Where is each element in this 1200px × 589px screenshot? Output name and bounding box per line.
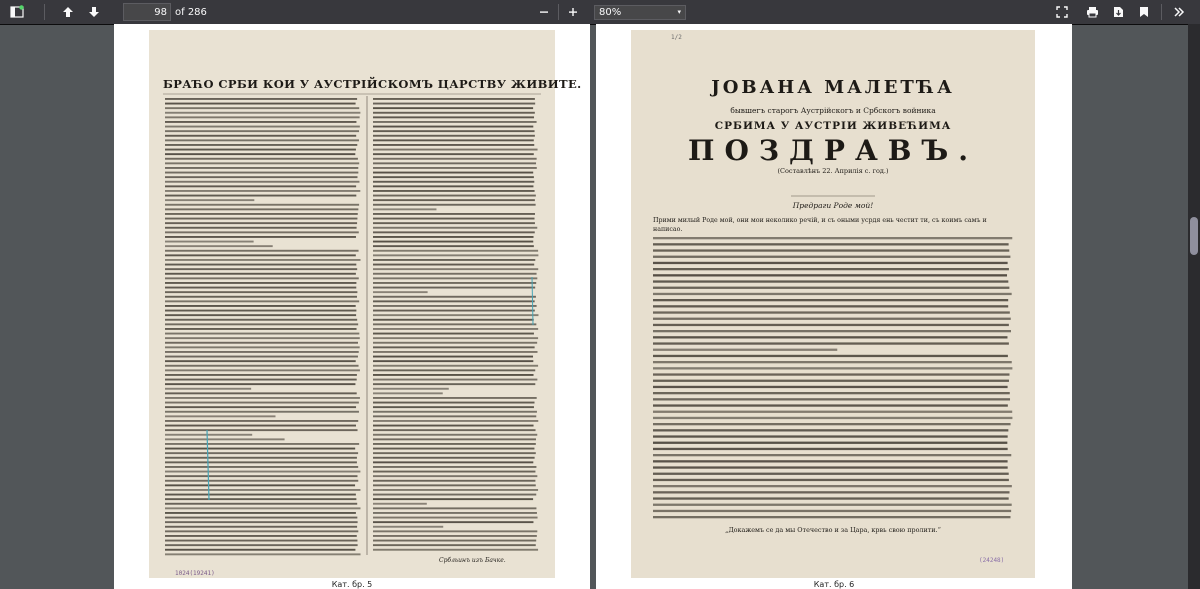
next-page-icon xyxy=(88,6,100,18)
left-page-text-columns xyxy=(149,30,555,578)
print-button[interactable] xyxy=(1081,2,1103,22)
right-page-mark: 1/2 xyxy=(671,34,682,41)
previous-page-button[interactable] xyxy=(57,2,79,22)
page-number-input[interactable] xyxy=(123,3,171,21)
presentation-mode-button[interactable] xyxy=(1051,2,1073,22)
left-page-title: БРАЋО СРБИ КОИ У АУСТРІЙСКОМЪ ЦАРСТВУ ЖИВИТЕ. xyxy=(163,77,582,91)
sidebar-toggle-icon xyxy=(10,5,24,19)
right-page-salutation: Предраги Роде мой! xyxy=(792,201,874,210)
left-page-stamp-number: 1024(19241) xyxy=(175,570,215,577)
toolbar-right-group xyxy=(1049,2,1192,22)
right-page-body-text xyxy=(631,30,1035,578)
pdf-page-left xyxy=(114,24,590,589)
pdf-page-right xyxy=(596,24,1072,589)
left-page-caption: Кат. бр. 5 xyxy=(331,580,373,589)
right-page-subtitle-2: СРБИМА У АУСТРІИ ЖИВЕЋИМА xyxy=(714,120,952,132)
right-page-stamp-number: (24248) xyxy=(979,557,1005,564)
right-page-intro: Прими милый Роде мой, они мои неколико речій, и съ оными усрдя ень честит ти, съ коимъ самъ и написао. xyxy=(653,217,987,233)
bookmark-button[interactable] xyxy=(1133,2,1155,22)
vertical-scrollbar[interactable] xyxy=(1188,24,1200,589)
scrollbar-thumb[interactable] xyxy=(1190,217,1198,255)
download-button[interactable] xyxy=(1107,2,1129,22)
zoom-in-icon xyxy=(567,6,579,18)
toolbar-separator xyxy=(558,4,559,20)
right-page-main-word: ПОЗДРАВЪ. xyxy=(688,134,978,167)
print-icon xyxy=(1086,6,1099,18)
right-page-caption: Кат. бр. 6 xyxy=(813,580,855,589)
zoom-level: 80% xyxy=(599,6,622,18)
zoom-out-icon xyxy=(538,6,550,18)
scanned-newspaper-image xyxy=(149,30,582,578)
right-page-date-line: (Составлѣнъ 22. Априлія с. год.) xyxy=(777,167,889,175)
pdf-toolbar xyxy=(0,0,1200,24)
presentation-mode-icon xyxy=(1056,6,1068,18)
toolbar-separator xyxy=(44,4,45,20)
chevron-down-icon: ▾ xyxy=(677,8,681,16)
zoom-in-button[interactable] xyxy=(562,2,584,22)
download-icon xyxy=(1113,6,1124,18)
tools-icon xyxy=(1173,6,1185,18)
left-page-signature: Србльинъ изъ Бачке. xyxy=(439,557,506,564)
right-page-closing: „Докажемъ се да мы Отечество и за Цара, крвь свою пролити.“ xyxy=(725,526,941,534)
sidebar-toggle-button[interactable] xyxy=(6,2,28,22)
toolbar-separator xyxy=(1161,4,1162,20)
right-page-title: ЈОВАНА МАЛЕТЋА xyxy=(711,77,955,98)
zoom-controls xyxy=(531,2,686,22)
previous-page-icon xyxy=(62,6,74,18)
page-count: of 286 xyxy=(175,6,207,18)
bookmark-icon xyxy=(1139,6,1149,18)
document-viewer[interactable] xyxy=(0,24,1200,589)
zoom-select[interactable] xyxy=(594,5,686,20)
zoom-out-button[interactable] xyxy=(533,2,555,22)
tools-button[interactable] xyxy=(1168,2,1190,22)
next-page-button[interactable] xyxy=(83,2,105,22)
scanned-document-image xyxy=(631,30,1035,578)
right-page-subtitle-1: бывшегъ старогъ Аустрійскогъ и Србскогъ войника xyxy=(730,106,936,115)
